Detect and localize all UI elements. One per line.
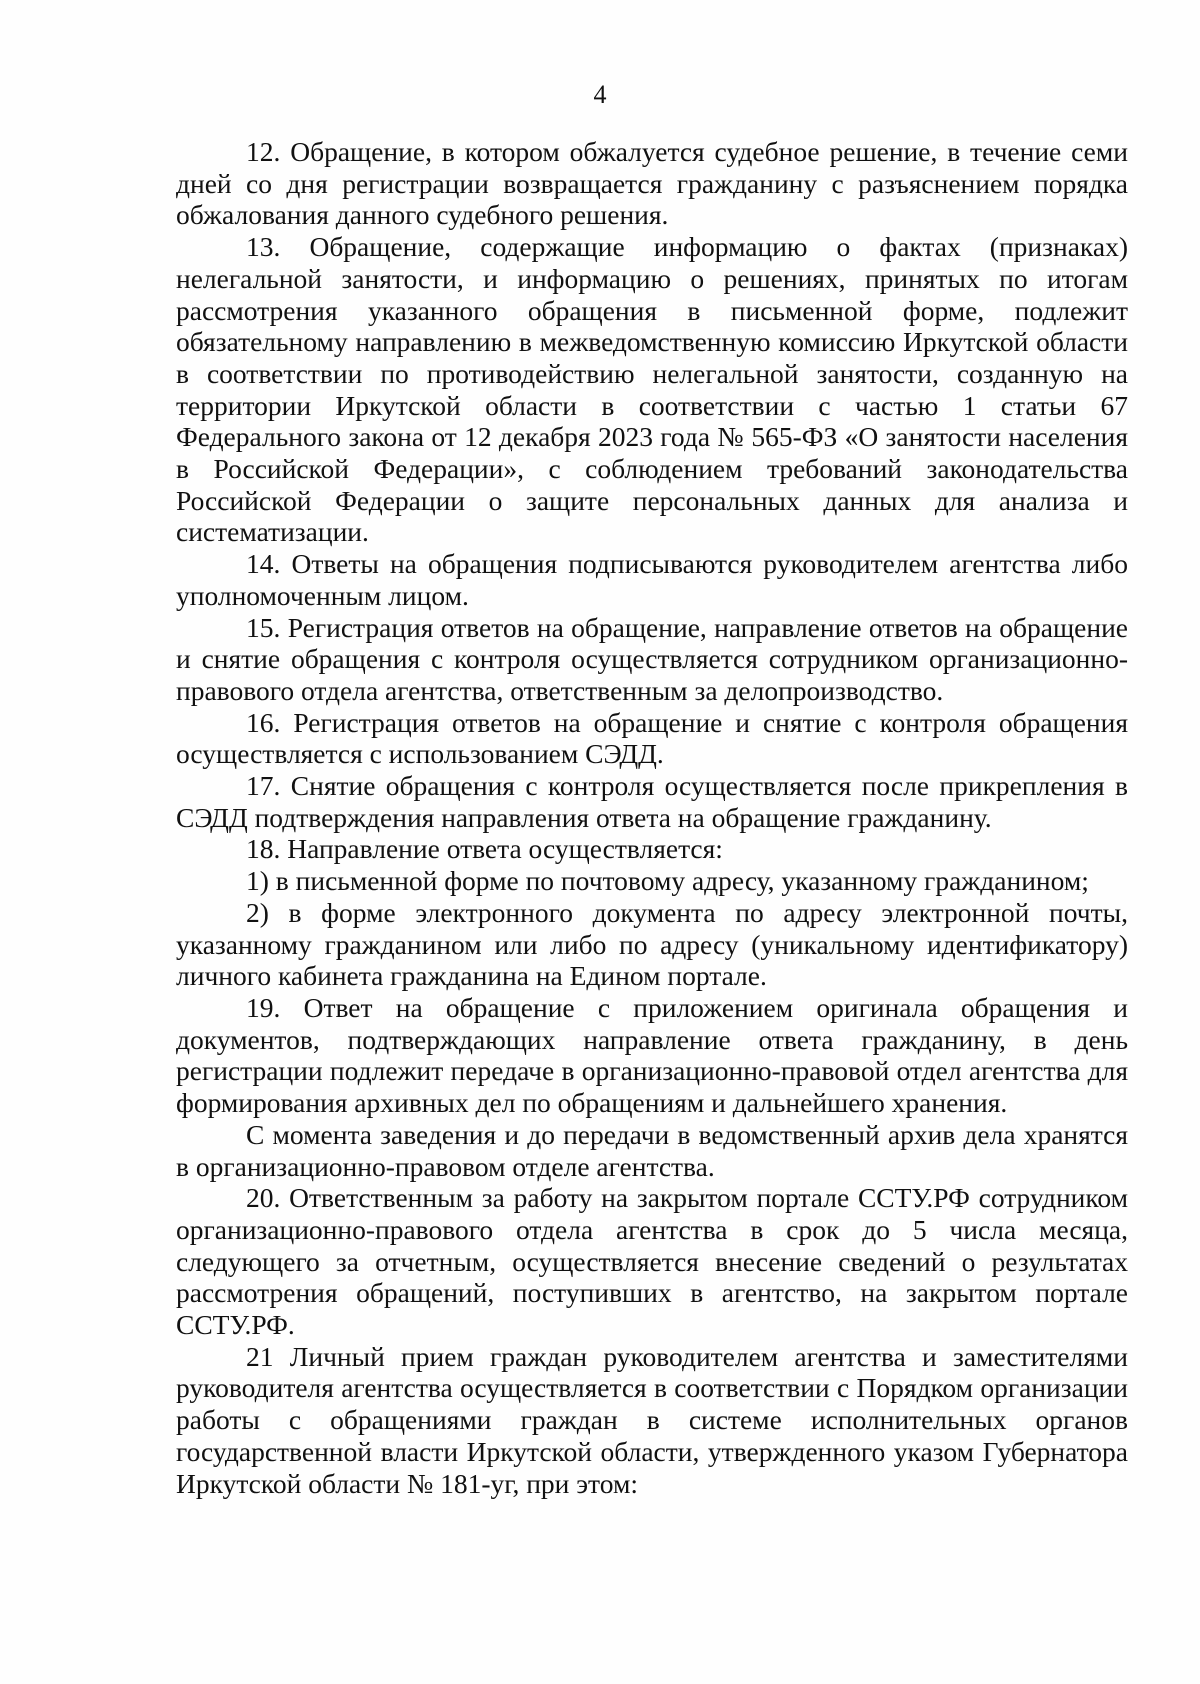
paragraph-14: 14. Ответы на обращения подписываются руководителем агентства либо уполномоченным лицом. [176, 548, 1128, 611]
page-number: 4 [593, 80, 607, 109]
paragraph-18-item-2: 2) в форме электронного документа по адресу электронной почты, указанному гражданином или либо по адресу (уникальному идентификатору) личного кабинета гражданина на Едином портале. [176, 896, 1128, 992]
paragraph-16: 16. Регистрация ответов на обращение и снятие с контроля обращения осуществляется с использованием СЭДД. [176, 706, 1128, 770]
paragraph-21: 21 Личный прием граждан руководителем агентства и заместителями руководителя агентства осуществляется в соответствии с Порядком организации работы с обращениями граждан в системе исполнительных органов государственной власти Иркутской области, утвержденного указом Губернатора Иркутской области № 181-уг, при этом: [176, 1340, 1128, 1499]
paragraph-18-item-1: 1) в письменной форме по почтовому адресу, указанному гражданином; [246, 865, 1089, 897]
paragraph-15: 15. Регистрация ответов на обращение, направление ответов на обращение и снятие обращения с контроля осуществляется сотрудником организационно-правового отдела агентства, ответственным за делопроизводство. [176, 611, 1128, 706]
document-body [176, 136, 1128, 1499]
paragraph-12: 12. Обращение, в котором обжалуется судебное решение, в течение семи дней со дня регистрации возвращается гражданину с разъяснением порядка обжалования данного судебного решения. [176, 136, 1128, 231]
paragraph-19-continuation: С момента заведения и до передачи в ведомственный архив дела хранятся в организационно-правовом отделе агентства. [176, 1118, 1128, 1182]
paragraph-17: 17. Снятие обращения с контроля осуществляется после прикрепления в СЭДД подтверждения направления ответа на обращение гражданину. [176, 770, 1128, 833]
paragraph-19: 19. Ответ на обращение с приложением оригинала обращения и документов, подтверждающих направление ответа гражданину, в день регистрации подлежит передаче в организационно-правовой отдел агентства для формирования архивных дел по обращениям и дальнейшего хранения. [176, 991, 1128, 1119]
paragraph-20: 20. Ответственным за работу на закрытом портале ССТУ.РФ сотрудником организационно-правового отдела агентства в срок до 5 числа месяца, следующего за отчетным, осуществляется внесение сведений о результатах рассмотрения обращений, поступивших в агентство, на закрытом портале ССТУ.РФ. [176, 1182, 1128, 1341]
paragraph-18: 18. Направление ответа осуществляется: [246, 833, 723, 865]
paragraph-13: 13. Обращение, содержащие информацию о фактах (признаках) нелегальной занятости, и информацию о решениях, принятых по итогам рассмотрения указанного обращения в письменной форме, подлежит обязательному направлению в межведомственную комиссию Иркутской области в соответствии по противодействию нелегальной занятости, созданную на территории Иркутской области в соответствии с частью 1 статьи 67 Федерального закона от 12 декабря 2023 года № 565-ФЗ «О занятости населения в Российской Федерации», с соблюдением требований законодательства Российской Федерации о защите персональных данных для анализа и систематизации. [176, 231, 1128, 548]
